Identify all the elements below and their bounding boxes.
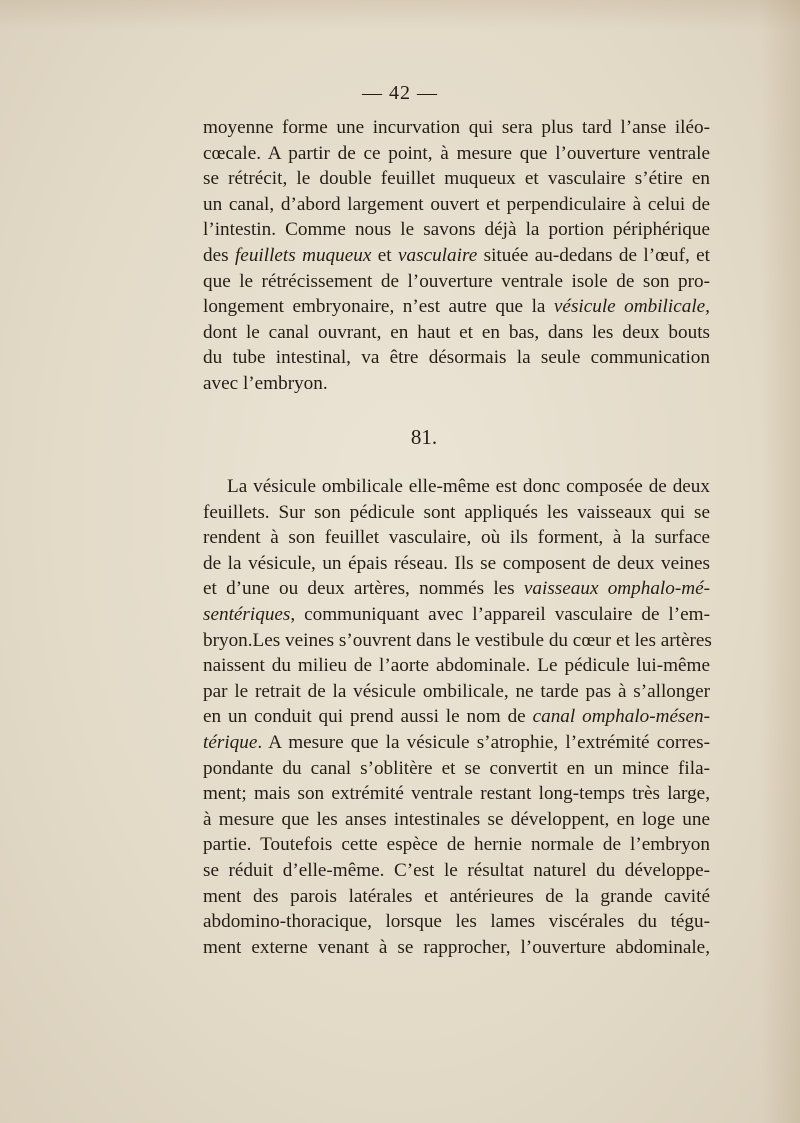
text-span: longement embryonaire, n’est autre que la bbox=[203, 296, 554, 318]
text-span: dont le canal ouvrant, en haut et en bas, dans les deux bouts bbox=[203, 321, 710, 343]
text-line bbox=[203, 858, 710, 884]
section-number: 81. bbox=[410, 425, 438, 449]
text-line bbox=[203, 704, 710, 730]
text-span: et d’une ou deux artères, nommés les bbox=[203, 578, 524, 600]
text-span: naissent du milieu de l’aorte abdominale. Le pédicule lui-même bbox=[203, 655, 710, 677]
text-line bbox=[203, 576, 710, 602]
text-span: que le rétrécissement de l’ouverture ventrale isole de son pro- bbox=[203, 270, 710, 292]
italic-text: feuillets muqueux bbox=[234, 244, 372, 266]
page-edge-shadow bbox=[760, 0, 800, 1123]
text-span: et bbox=[371, 244, 398, 266]
text-line bbox=[203, 141, 710, 167]
italic-text: térique bbox=[203, 731, 258, 753]
text-span: bryon.Les veines s’ouvrent dans le vestibule du cœur et les artères bbox=[203, 629, 712, 651]
text-line bbox=[203, 756, 710, 782]
text-span: avec l’embryon. bbox=[203, 372, 328, 394]
italic-text: sentériques bbox=[203, 603, 291, 625]
text-line bbox=[203, 500, 710, 526]
text-span: ment externe venant à se rapprocher, l’ouverture abdominale, bbox=[203, 936, 710, 958]
italic-text: vaisseaux omphalo-mé- bbox=[523, 578, 711, 600]
text-line bbox=[203, 628, 710, 654]
page-top-shadow bbox=[0, 0, 800, 30]
text-span: ment des parois latérales et antérieures de la grande cavité bbox=[203, 885, 710, 907]
text-line bbox=[203, 781, 710, 807]
text-line bbox=[203, 679, 710, 705]
text-span: pondante du canal s’oblitère et se convertit en un mince fila- bbox=[203, 757, 710, 779]
text-span: l’intestin. Comme nous le savons déjà la portion périphérique bbox=[203, 219, 710, 241]
text-span: de la vésicule, un épais réseau. Ils se composent de deux veines bbox=[203, 552, 710, 574]
text-line bbox=[203, 525, 710, 551]
paragraph-2 bbox=[203, 474, 710, 960]
text-span: située au-dedans de l’œuf, et bbox=[477, 244, 710, 266]
text-line bbox=[203, 371, 710, 397]
text-span: un canal, d’abord largement ouvert et perpendiculaire à celui de bbox=[203, 193, 710, 215]
text-line bbox=[203, 115, 710, 141]
page-number: — 42 — bbox=[362, 82, 438, 104]
text-span: La vésicule ombilicale elle-même est donc composée de deux bbox=[227, 476, 710, 497]
text-line bbox=[203, 832, 710, 858]
text-line bbox=[203, 807, 710, 833]
text-line bbox=[203, 730, 710, 756]
text-line bbox=[203, 345, 710, 371]
text-line bbox=[203, 320, 710, 346]
text-line bbox=[203, 269, 710, 295]
text-line bbox=[203, 192, 710, 218]
text-span: des bbox=[203, 244, 235, 266]
text-line bbox=[203, 166, 710, 192]
text-span: rendent à son feuillet vasculaire, où ils forment, à la surface bbox=[203, 527, 710, 549]
text-span: abdomino-thoracique, lorsque les lames viscérales du tégu- bbox=[203, 911, 710, 933]
text-span: ment; mais son extrémité ventrale restant long-temps très large, bbox=[203, 783, 710, 805]
text-line bbox=[203, 602, 710, 628]
text-span: se rétrécit, le double feuillet muqueux et vasculaire s’étire en bbox=[203, 168, 710, 190]
text-span: partie. Toutefois cette espèce de hernie normale de l’embryon bbox=[203, 834, 710, 856]
text-span: se réduit d’elle-même. C’est le résultat naturel du développe- bbox=[203, 859, 710, 881]
text-span: . A mesure que la vésicule s’atrophie, l’extrémité corres- bbox=[257, 731, 710, 753]
text-line bbox=[203, 884, 710, 910]
text-span: en un conduit qui prend aussi le nom de bbox=[203, 706, 533, 728]
text-span: cœcale. A partir de ce point, à mesure que l’ouverture ventrale bbox=[203, 142, 710, 164]
italic-text: canal omphalo-mésen- bbox=[532, 706, 710, 728]
text-line bbox=[203, 243, 710, 269]
italic-text: vasculaire bbox=[398, 244, 478, 266]
paragraph-1 bbox=[203, 115, 710, 397]
text-span: , communiquant avec l’appareil vasculaire de l’em- bbox=[290, 603, 710, 625]
text-line bbox=[203, 551, 710, 577]
text-line bbox=[203, 294, 710, 320]
text-span: à mesure que les anses intestinales se développent, en loge une bbox=[203, 808, 710, 830]
text-span: du tube intestinal, va être désormais la seule communication bbox=[203, 347, 710, 369]
text-line bbox=[203, 217, 710, 243]
text-line bbox=[203, 909, 710, 935]
text-span: par le retrait de la vésicule ombilicale, ne tarde pas à s’allonger bbox=[203, 680, 710, 702]
text-line bbox=[203, 474, 710, 500]
text-span: feuillets. Sur son pédicule sont appliqués les vaisseaux qui se bbox=[203, 501, 710, 523]
text-line bbox=[203, 653, 710, 679]
text-span: moyenne forme une incurvation qui sera plus tard l’anse iléo- bbox=[203, 117, 710, 138]
text-line bbox=[203, 935, 710, 961]
italic-text: vésicule ombilicale, bbox=[553, 296, 710, 318]
